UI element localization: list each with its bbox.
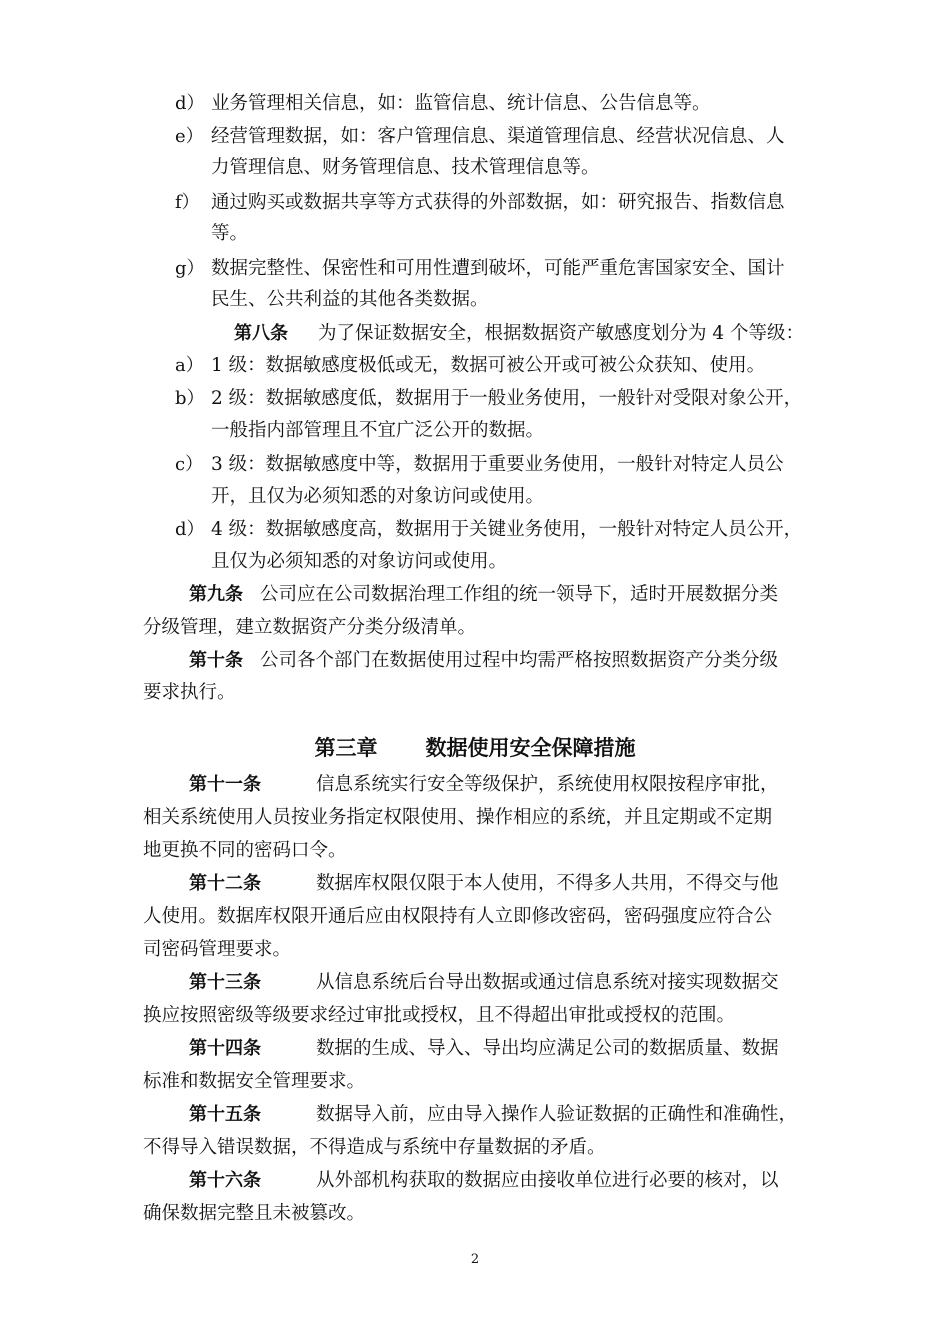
list-item-text: 一般指内部管理且不宜广泛公开的数据。 — [211, 420, 545, 441]
list-item-text: 经营管理数据，如：客户管理信息、渠道管理信息、经营状况信息、人 — [211, 126, 785, 147]
list-label: d） — [175, 93, 205, 114]
list-label: a） — [175, 355, 204, 376]
article-text: 数据库权限仅限于本人使用，不得多人共用，不得交与他 — [316, 873, 779, 894]
article-title: 第十四条 — [189, 1038, 261, 1059]
list-item-text: 等。 — [211, 223, 249, 244]
article-text: 公司应在公司数据治理工作组的统一领导下，适时开展数据分类 — [260, 584, 779, 605]
article-text: 公司各个部门在数据使用过程中均需严格按照数据资产分类分级 — [260, 650, 779, 671]
article-text: 地更换不同的密码口令。 — [143, 840, 347, 861]
list-label: g） — [175, 258, 205, 279]
article-text: 人使用。数据库权限开通后应由权限持有人立即修改密码，密码强度应符合公 — [143, 906, 773, 927]
list-item-text: 开，且仅为必须知悉的对象访问或使用。 — [211, 486, 545, 507]
chapter-title: 数据使用安全保障措施 — [425, 736, 636, 760]
article-text: 标准和数据安全管理要求。 — [143, 1071, 366, 1092]
article-text: 换应按照密级等级要求经过审批或授权，且不得超出审批或授权的范围。 — [143, 1005, 736, 1026]
chapter-number: 第三章 — [314, 736, 378, 760]
article-text: 数据导入前，应由导入操作人验证数据的正确性和准确性， — [316, 1104, 798, 1125]
list-item-text: 3 级：数据敏感度中等，数据用于重要业务使用，一般针对特定人员公 — [211, 454, 784, 475]
article-text: 信息系统实行安全等级保护，系统使用权限按程序审批， — [316, 774, 779, 795]
list-item-text: 力管理信息、财务管理信息、技术管理信息等。 — [211, 157, 600, 178]
article-text: 为了保证数据安全，根据数据资产敏感度划分为 4 个等级： — [318, 323, 805, 344]
article-title: 第十五条 — [189, 1104, 261, 1125]
article-title: 第十一条 — [189, 774, 261, 795]
page-number: 2 — [470, 1252, 480, 1267]
list-item-text: 4 级：数据敏感度高，数据用于关键业务使用，一般针对特定人员公开， — [211, 519, 803, 540]
list-label: d） — [175, 519, 205, 540]
article-text: 从外部机构获取的数据应由接收单位进行必要的核对，以 — [316, 1170, 779, 1191]
list-label: e） — [175, 126, 204, 147]
list-item-text: 业务管理相关信息，如：监管信息、统计信息、公告信息等。 — [211, 93, 711, 114]
article-title: 第十三条 — [189, 972, 261, 993]
article-title: 第十二条 — [189, 873, 261, 894]
list-label: c） — [175, 454, 204, 475]
list-label: b） — [175, 388, 205, 409]
article-text: 司密码管理要求。 — [143, 939, 292, 960]
list-item-text: 数据完整性、保密性和可用性遭到破坏，可能严重危害国家安全、国计 — [211, 258, 785, 279]
chapter-heading — [0, 733, 950, 763]
article-title: 第十六条 — [189, 1170, 261, 1191]
article-text: 相关系统使用人员按业务指定权限使用、操作相应的系统，并且定期或不定期 — [143, 807, 773, 828]
list-item-text: 通过购买或数据共享等方式获得的外部数据，如：研究报告、指数信息 — [211, 192, 785, 213]
article-text: 从信息系统后台导出数据或通过信息系统对接实现数据交 — [316, 972, 779, 993]
article-text: 分级管理，建立数据资产分类分级清单。 — [143, 617, 477, 638]
article-title: 第九条 — [189, 584, 243, 605]
list-item-text: 民生、公共利益的其他各类数据。 — [211, 289, 489, 310]
article-text: 要求执行。 — [143, 682, 236, 703]
article-text: 数据的生成、导入、导出均应满足公司的数据质量、数据 — [316, 1038, 779, 1059]
article-title: 第八条 — [234, 323, 288, 344]
list-label: f） — [175, 192, 200, 213]
list-item-text: 且仅为必须知悉的对象访问或使用。 — [211, 551, 508, 572]
article-text: 不得导入错误数据，不得造成与系统中存量数据的矛盾。 — [143, 1137, 606, 1158]
article-text: 确保数据完整且未被篡改。 — [143, 1203, 366, 1224]
list-item-text: 2 级：数据敏感度低，数据用于一般业务使用，一般针对受限对象公开， — [211, 388, 803, 409]
list-item-text: 1 级：数据敏感度极低或无，数据可被公开或可被公众获知、使用。 — [211, 355, 766, 376]
article-title: 第十条 — [189, 650, 243, 671]
